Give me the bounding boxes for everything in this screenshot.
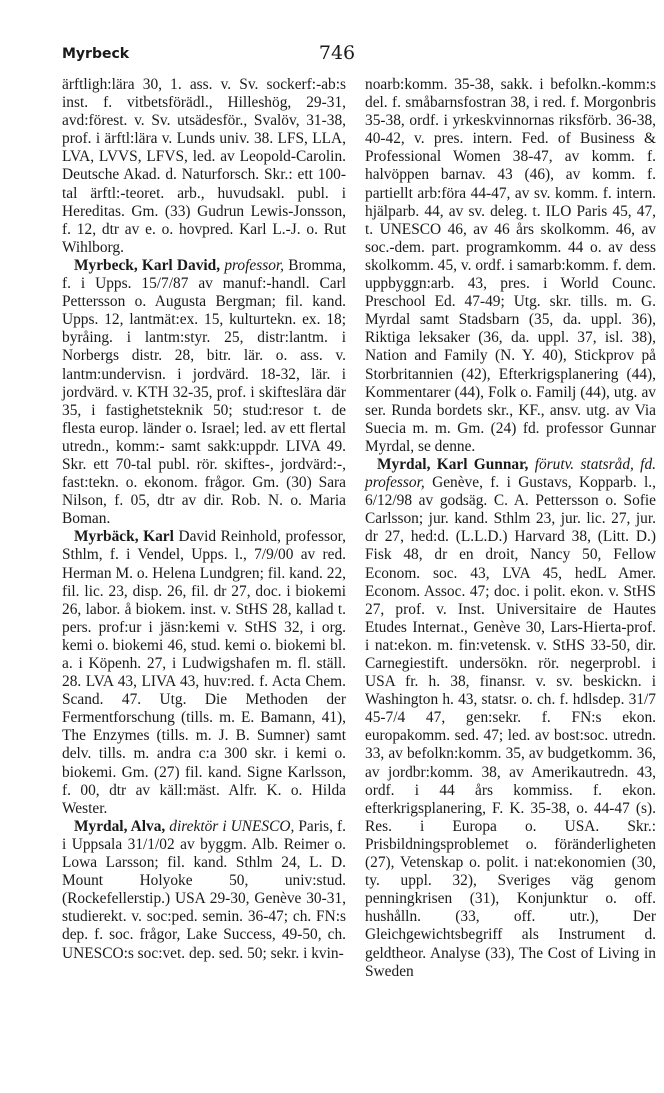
entry-continuation [365, 76, 656, 456]
page-header [62, 42, 612, 72]
entry-text: noarb:komm. 35-38, sakk. i befolkn.-komm:s del. f. småbarnsfostran 38, i red. f. Morgonbris 35-38, ordf. i yrkeskvinnornas riksförb. 36-38, 40-42, v. pres. intern. Fed. of Business & Professional Women 38-47, av komm. f. halvöppen barnav. 43 (46), av komm. f. partiellt arb:föra 44-47, av sv. komm. f. intern. hjälparb. 44, av sv. deleg. t. ILO Paris 45, 47, t. UNESCO 46, av 46 års skolkomm. 46, av soc.-dem. part. programkomm. 44 o. av dess skolkomm. 45, v. ordf. i samarb:komm. f. dem. uppbyggn:arb. 43, pres. i World Counc. Preschool Ed. 47-49; Utg. skr. tills. m. G. Myrdal samt Stadsbarn (35, da. uppl. 36), Riktiga leksaker (36, da. uppl. 37, isl. 38), Nation and Family (N. Y. 40), Stickprov på Storbritannien (42), Efterkrigsplanering (44), Kommentarer (44), Folk o. Familj (44), utg. av ser. Runda bordets skr., KF., ansv. utg. av Via Suecia m. m. Gm. (24) fd. professor Gunnar Myrdal, se denne. [365, 76, 656, 455]
biography-entry [62, 257, 346, 528]
entry-name: Myrbäck, Karl [74, 528, 174, 546]
page-number: 746 [318, 42, 356, 64]
entry-name: Myrdal, Alva, [74, 817, 166, 835]
biography-entry [62, 528, 346, 818]
entry-text: ärftligh:lära 30, 1. ass. v. Sv. sockerf:-ab:s inst. f. vitbetsförädl., Hilleshög, 29-31, avd:förest. v. Sv. utsädesför., Svalöv, 31-38, prof. i ärftl:lära v. Lunds univ. 38. LFS, LLA, LVA, LVVS, LFVS, led. av Leopold-Carolin. Deutsche Akad. d. Naturforsch. Skr.: ett 100-tal ärftl:-teoret. arb., huvudsakl. publ. i Hereditas. Gm. (33) Gudrun Lewis-Jonsson, f. 12, dtr av e. o. hovpred. Karl L.-J. o. Rut Wihlborg. [62, 76, 346, 256]
entry-continuation [62, 76, 346, 257]
entry-text: Bromma, f. i Upps. 15/7/87 av manuf:-handl. Carl Pettersson o. Augusta Bergman; fil. kand. Upps. 12, lantmät:ex. 15, kulturtekn. ex. 18; byråing. i lantm:styr. 25, distr:lantm. i Norbergs distr. 28, bitr. lär. o. ass. v. lantm:undervisn. i jordvärd. 18-32, lär. i jordvärd. v. KTH 32-35, prof. i skifteslära där 35, i fastighetsteknik 50; stud:resor t. de flesta europ. länder o. Israel; led. av ett flertal utredn., komm:- samt sakk:uppdr. LIVA 49. Skr. ett 70-tal publ. rör. skiftes-, jordvärd:-, fast:tekn. o. ekonom. frågor. Gm. (30) Sara Nilson, f. 05, dtr av dir. Rob. N. o. Maria Boman. [62, 256, 346, 528]
entry-text: David Reinhold, professor, Sthlm, f. i Vendel, Upps. l., 7/9/00 av red. Herman M. o. Helena Lundgren; fil. kand. 22, fil. lic. 23, disp. 26, fil. dr 27, doc. i biokemi 26, labor. å biokem. inst. v. StHS 28, kallad t. pers. prof:ur i jäsn:kemi v. StHS 32, i org. kemi o. biokemi 46, stud. kemi o. biokemi bl. a. i Köpenh. 27, i Ludwigshafen m. fl. ställ. 28. LVA 43, LIVA 43, huv:red. f. Acta Chem. Scand. 47. Utg. Die Methoden der Fermentforschung (tills. m. E. Bamann, 41), The Enzymes (tills. m. J. B. Sumner) samt delv. tills. m. andra c:a 300 skr. i kemi o. biokemi. Gm. (27) fil. kand. Signe Karlsson, f. 00, dtr av käll:mäst. Alfr. K. o. Hilda Wester. [62, 528, 346, 817]
entry-title: professor, [224, 256, 285, 274]
right-column [365, 76, 656, 981]
entry-title: direktör i UNESCO, [169, 817, 295, 835]
entry-name: Myrdal, Karl Gunnar, [377, 455, 529, 473]
biography-entry [62, 818, 346, 963]
entry-title: förutv. statsråd, fd. professor, [365, 455, 656, 492]
entry-text: Paris, f. i Uppsala 31/1/02 av byggm. Alb. Reimer o. Lowa Larsson; fil. kand. Sthlm 24, L. D. Mount Holyoke 50, univ:stud. (Rockefellerstip.) USA 29-30, Genève 30-31, studierekt. v. soc:ped. semin. 36-47; ch. FN:s dep. f. soc. frågor, Lake Success, 49-50, ch. UNESCO:s soc:vet. dep. sed. 50; sekr. i kvin- [62, 817, 346, 962]
entry-text: Genève, f. i Gustavs, Kopparb. l., 6/12/98 av godsäg. C. A. Pettersson o. Sofie Carlsson; jur. kand. Sthlm 23, jur. lic. 27, jur. dr 27, hed:d. (L.L.D.) Harvard 38, (Litt. D.) Fisk 48, dr en droit, Nancy 50, Fellow Econom. soc. 43, LVA 45, hedL Amer. Econom. Assoc. 47; doc. i polit. ekon. v. StHS 27, prof. v. Inst. Universitaire de Hautes Etudes Internat., Genève 30, Lars-Hierta-prof. i nat:ekon. m. fin:vetensk. v. StHS 33-50, dir. Carnegiestift. undersökn. rör. negerprobl. i USA fr. h. 38, finansr. v. sv. beskickn. i Washington h. 43, statsr. o. ch. f. hdlsdep. 31/7 45-7/4 47, gen:sekr. f. FN:s ekon. europakomm. sed. 47; led. av bost:soc. utredn. 33, av befolkn:komm. 35, av budgetkomm. 36, av jordbr:komm. 38, av Amerikautredn. 43, ordf. i 44 års kommiss. f. ekon. efterkrigsplanering, F. K. 35-38, o. 44-47 (s). Res. i Europa o. USA. Skr.: Prisbildningsproblemet o. föränderligheten (27), Vetenskap o. polit. i nat:ekonomien (30, ty. uppl. 32), Sveriges väg genom penningkrisen (31), Konjunktur o. off. hushålln. (33, off. utr.), Der Gleichgewichtsbegriff als Instrument d. geldtheor. Analyse (33), The Cost of Living in Sweden [365, 474, 656, 980]
biography-entry [365, 456, 656, 981]
entry-name: Myrbeck, Karl David, [74, 256, 221, 274]
running-head: Myrbeck [62, 46, 130, 62]
left-column [62, 76, 346, 963]
